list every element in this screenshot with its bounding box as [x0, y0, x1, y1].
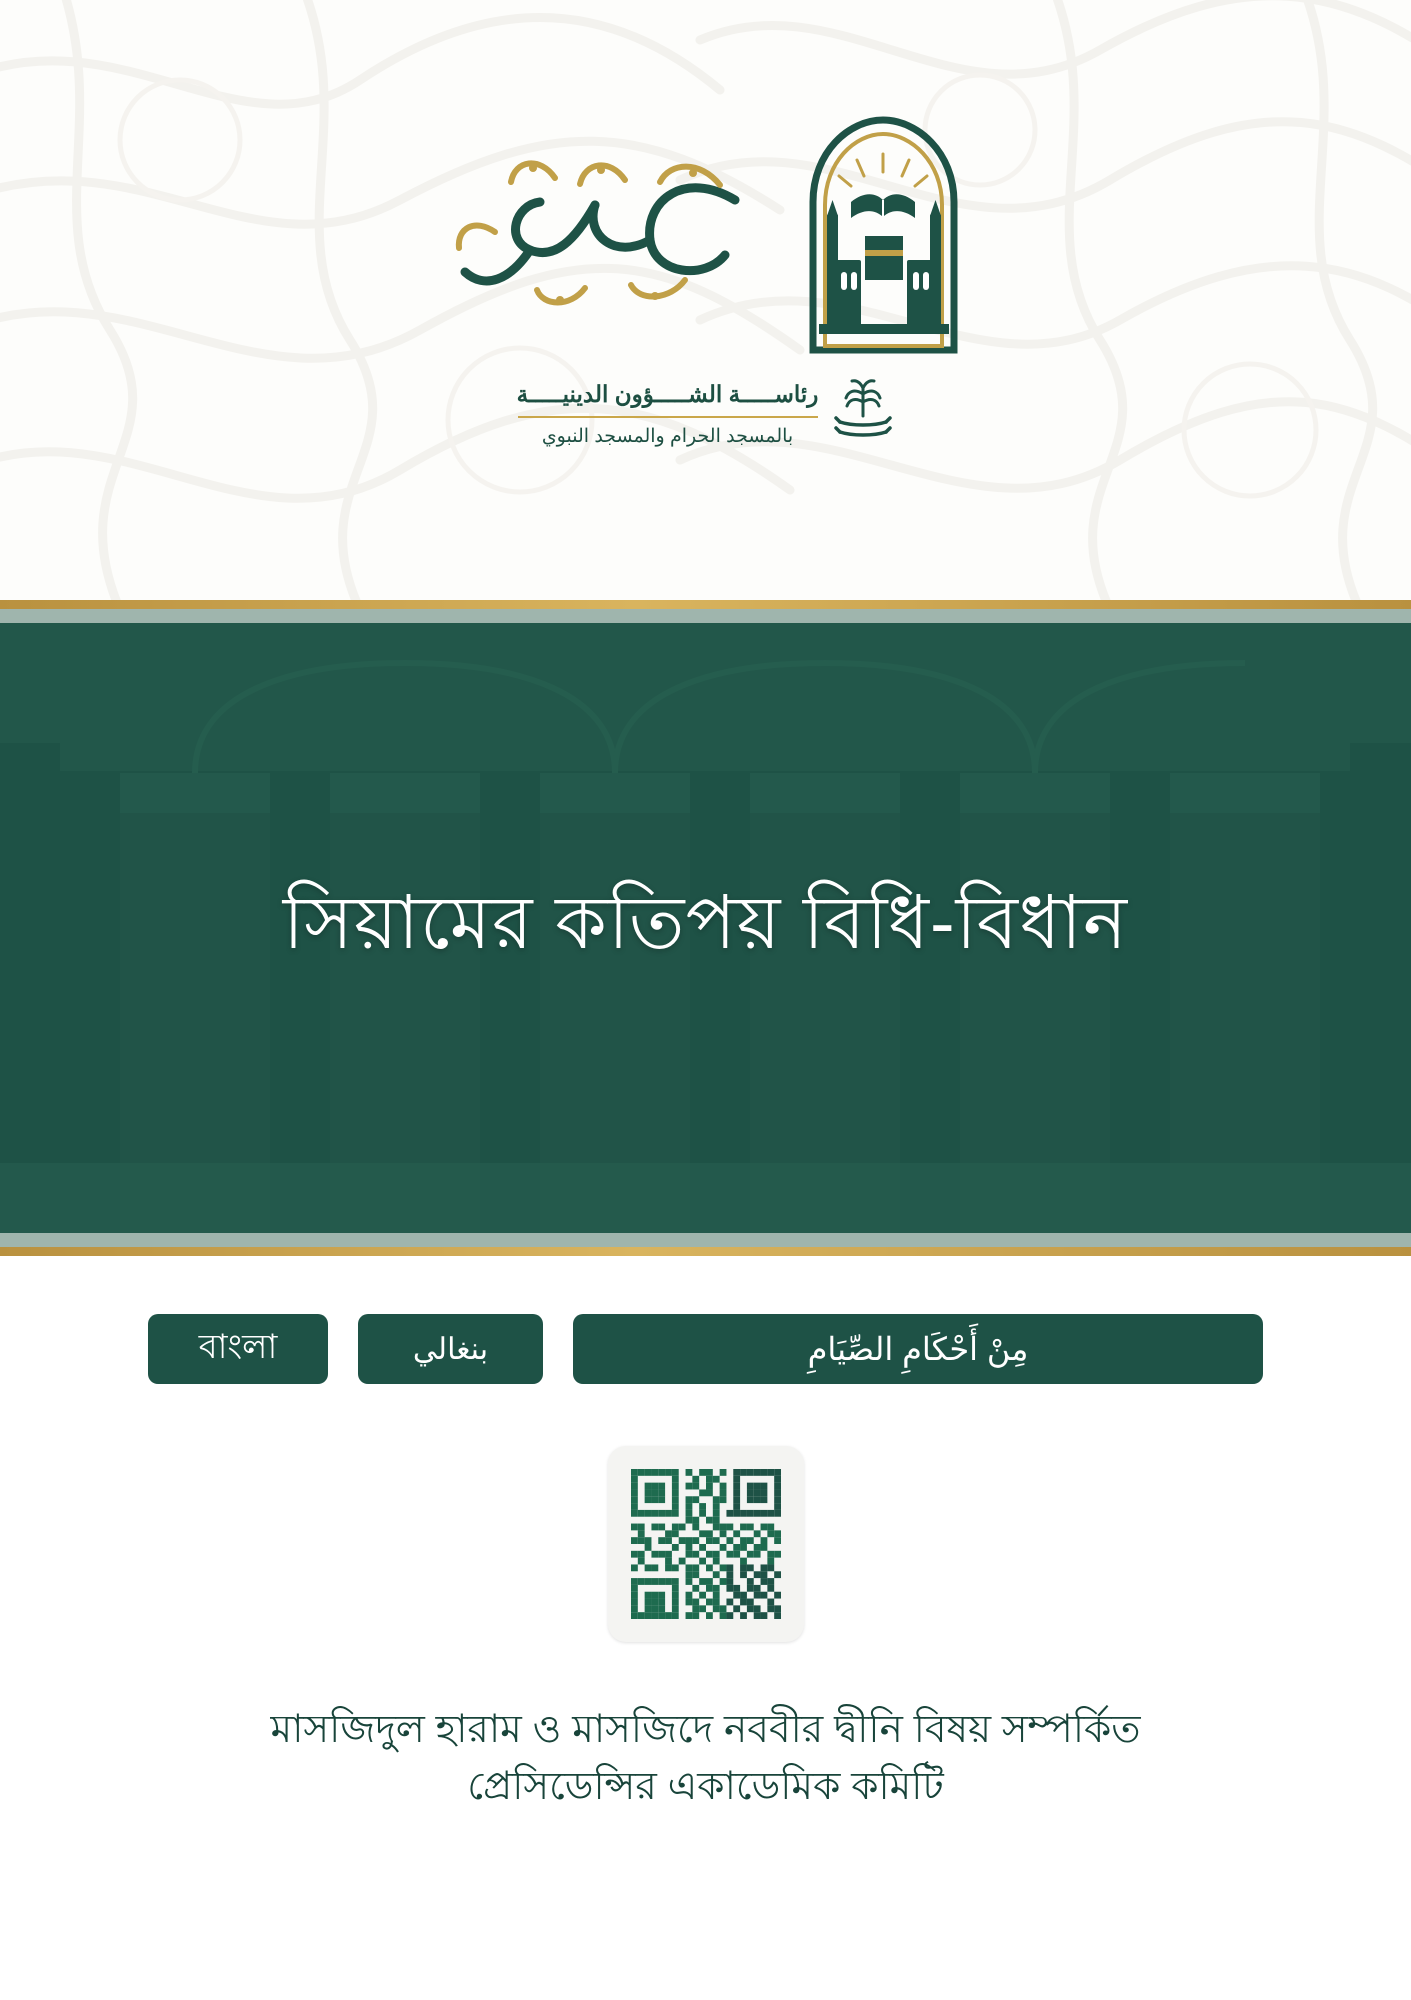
haramain-arabic-calligraphy-icon [435, 140, 765, 330]
gold-divider-top [0, 600, 1411, 609]
chip-arabic-title: مِنْ أَحْكَامِ الصِّيَامِ [573, 1314, 1263, 1384]
footer-credit [0, 1702, 1411, 1815]
logo-caption [517, 374, 895, 454]
header-area [0, 0, 1411, 600]
title-banner [0, 623, 1411, 1233]
language-chips-row [0, 1314, 1411, 1384]
banner-frame [0, 609, 1411, 1247]
footer-line-1: মাসজিদুল হারাম ও মাসজিদে নববীর দ্বীনি বিষয় সম্পর্কিত [270, 1708, 1141, 1751]
chip-language-bangla[interactable]: বাংলা [148, 1314, 328, 1384]
qr-code-icon[interactable] [608, 1446, 804, 1642]
qr-section [0, 1446, 1411, 1642]
chip-language-bengali-arabic[interactable]: بنغالي [358, 1314, 543, 1384]
gold-divider-bottom [0, 1247, 1411, 1256]
logo-row [435, 110, 976, 360]
caption-line-2: بالمسجد الحرام والمسجد النبوي [541, 426, 794, 447]
logo-block [0, 110, 1411, 454]
caption-divider [518, 416, 818, 418]
footer-line-2: প্রেসিডেন্সির একাডেমিক কমিটি [467, 1764, 944, 1808]
logo-caption-texts [517, 377, 819, 452]
caption-line-1: رئاســـــة الشـــــؤون الدينيـــــة [516, 380, 819, 407]
mosque-arch-emblem-icon [791, 110, 976, 360]
saudi-palm-swords-emblem-icon [832, 374, 894, 454]
page-title: সিয়ামের কতিপয় বিধি-বিধান [282, 880, 1129, 964]
